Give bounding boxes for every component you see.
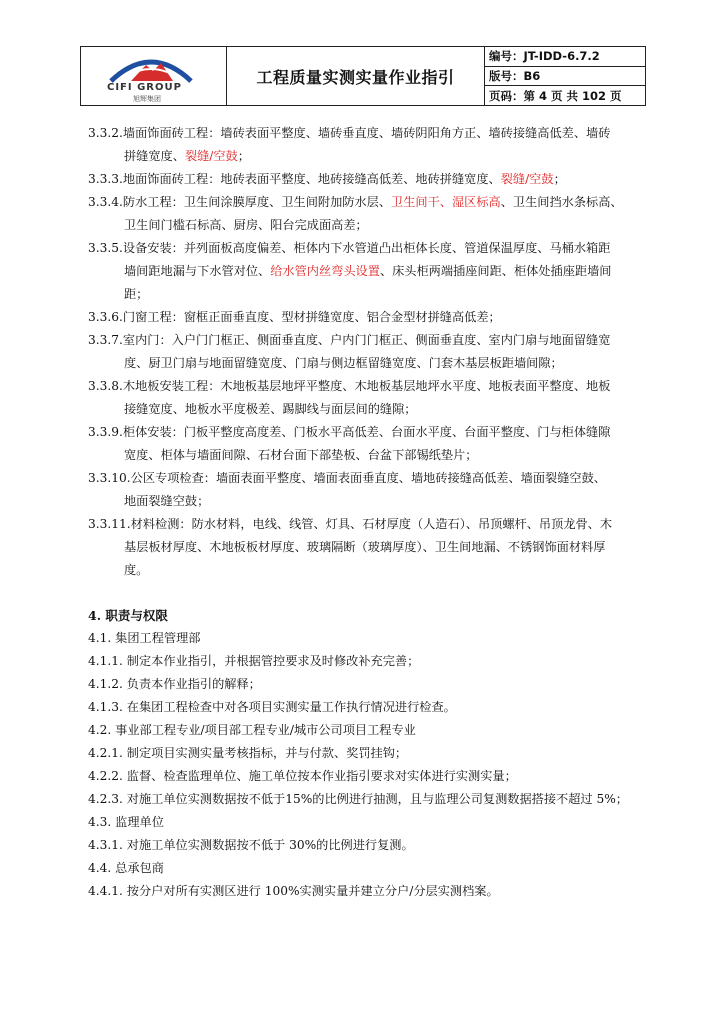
item-number: 3.3.8. xyxy=(88,379,123,393)
list-item xyxy=(88,237,648,306)
text-span: ； xyxy=(237,149,250,163)
section-4-list xyxy=(88,627,648,903)
text-span: 卫生间门槛石标高、厨房、阳台完成面高差； xyxy=(124,218,368,232)
list-item-line xyxy=(88,513,648,536)
section-4-line: 4.2.2. 监督、检查监理单位、施工单位按本作业指引要求对实体进行实测实量； xyxy=(88,769,517,783)
section-4-line: 4.3.1. 对施工单位实测数据按不低于 30%的比例进行复测。 xyxy=(88,838,414,852)
section-4-line: 4.3. 监理单位 xyxy=(88,815,164,829)
text-span: ； xyxy=(553,172,566,186)
list-item xyxy=(88,375,648,421)
section-4-heading: 4. 职责与权限 xyxy=(88,608,168,623)
item-number: 3.3.9. xyxy=(88,425,123,439)
list-item-continuation xyxy=(88,214,648,237)
section-4-line: 4.4. 总承包商 xyxy=(88,861,164,875)
document-title: 工程质量实测实量作业指引 xyxy=(227,47,485,105)
text-span: 地面饰面砖工程：地砖表面平整度、地砖接缝高低差、地砖拼缝宽度、 xyxy=(122,172,501,186)
text-span: 、床头柜两端插座间距、柜体处插座距墙间 xyxy=(379,264,612,278)
list-item-continuation xyxy=(88,145,648,168)
item-number: 3.3.11. xyxy=(88,517,131,531)
highlighted-text: 裂缝/空鼓 xyxy=(500,172,554,186)
text-span: 宽度、柜体与墙面间隙、石材台面下部垫板、台盆下部锡纸垫片； xyxy=(124,448,478,462)
text-span: 距； xyxy=(124,287,149,301)
text-span: 木地板安装工程：木地板基层地坪平整度、木地板基层地坪水平度、地板表面平整度、地板 xyxy=(122,379,611,393)
text-span: 防水工程：卫生间涂膜厚度、卫生间附加防水层、 xyxy=(122,195,392,209)
text-span: 门窗工程：窗框正面垂直度、型材拼缝宽度、铝合金型材拼缝高低差； xyxy=(122,310,501,324)
list-item xyxy=(88,329,648,375)
item-number: 3.3.6. xyxy=(88,310,123,324)
company-logo-icon xyxy=(101,51,201,83)
document-header xyxy=(80,46,646,106)
highlighted-text: 给水管内丝弯头设置 xyxy=(270,264,380,278)
list-item-line xyxy=(88,421,648,444)
text-span: 设备安装：并列面板高度偏差、柜体内下水管道凸出柜体长度、管道保温厚度、马桶水箱距 xyxy=(122,241,611,255)
item-number: 3.3.3. xyxy=(88,172,123,186)
section-4-line: 4.1.1. 制定本作业指引，并根据管控要求及时修改补充完善； xyxy=(88,654,420,668)
text-span: 接缝宽度、地板水平度极差、踢脚线与面层间的缝隙； xyxy=(124,402,417,416)
text-span: 室内门：入户门门框正、侧面垂直度、户内门门框正、侧面垂直度、室内门扇与地面留缝宽 xyxy=(122,333,611,347)
section-4-line: 4.1.2. 负责本作业指引的解释； xyxy=(88,677,261,691)
text-span: 度。 xyxy=(124,563,149,577)
list-item xyxy=(88,421,648,467)
text-span: 度、厨卫门扇与地面留缝宽度、门扇与侧边框留缝宽度、门套木基层板距墙间隙； xyxy=(124,356,563,370)
text-span: 公区专项检查：墙面表面平整度、墙面表面垂直度、墙地砖接缝高低差、墙面裂缝空鼓、 xyxy=(130,471,606,485)
list-item-line xyxy=(88,467,648,490)
item-number: 3.3.10. xyxy=(88,471,131,485)
item-number: 3.3.5. xyxy=(88,241,123,255)
list-item-line xyxy=(88,168,648,191)
text-span: 材料检测：防水材料，电线、线管、灯具、石材厚度（人造石）、吊顶螺杆、吊顶龙骨、木 xyxy=(130,517,613,531)
item-number: 3.3.4. xyxy=(88,195,123,209)
list-item-continuation xyxy=(88,559,648,582)
text-span: 墙间距地漏与下水管对位、 xyxy=(124,264,271,278)
highlighted-text: 裂缝/空鼓 xyxy=(184,149,238,163)
list-item xyxy=(88,306,648,329)
logo xyxy=(81,47,227,105)
list-item xyxy=(88,168,648,191)
list-item-line xyxy=(88,329,648,352)
document-version: 版号：B6 xyxy=(485,66,645,86)
section-4-line: 4.1. 集团工程管理部 xyxy=(88,631,201,645)
list-item xyxy=(88,467,648,513)
list-item-continuation xyxy=(88,490,648,513)
list-item-line xyxy=(88,237,648,260)
list-item-line xyxy=(88,191,648,214)
section-4-line: 4.2.3. 对施工单位实测数据按不低于15%的比例进行抽测，且与监理公司复测数据搭接不超过 5%； xyxy=(88,792,628,806)
section-3-list xyxy=(88,122,648,582)
item-number: 3.3.2. xyxy=(88,126,123,140)
item-number: 3.3.7. xyxy=(88,333,123,347)
text-span: 、卫生间挡水条标高、 xyxy=(500,195,623,209)
document-meta xyxy=(485,47,645,105)
text-span: 柜体安装：门板平整度高度差、门板水平高低差、台面水平度、台面平整度、门与柜体缝隙 xyxy=(122,425,611,439)
highlighted-text: 卫生间干、湿区标高 xyxy=(391,195,501,209)
list-item-continuation xyxy=(88,398,648,421)
section-4-line: 4.2.1. 制定项目实测实量考核指标，并与付款、奖罚挂钩； xyxy=(88,746,408,760)
document-body xyxy=(88,122,648,903)
list-item-continuation xyxy=(88,260,648,283)
text-span: 基层板材厚度、木地板板材厚度、玻璃隔断（玻璃厚度）、卫生间地漏、不锈钢饰面材料厚 xyxy=(124,540,606,554)
logo-text: CIFI GROUP xyxy=(107,82,182,93)
list-item xyxy=(88,513,648,582)
list-item-line xyxy=(88,375,648,398)
list-item-line xyxy=(88,306,648,329)
list-item-continuation xyxy=(88,536,648,559)
list-item-continuation xyxy=(88,352,648,375)
list-item-line xyxy=(88,122,648,145)
section-4-line: 4.4.1. 按分户对所有实测区进行 100%实测实量并建立分户/分层实测档案。 xyxy=(88,884,499,898)
logo-subtext: 旭辉集团 xyxy=(133,95,161,103)
text-span: 墙面饰面砖工程：墙砖表面平整度、墙砖垂直度、墙砖阴阳角方正、墙砖接缝高低差、墙砖 xyxy=(122,126,611,140)
list-item xyxy=(88,122,648,168)
document-code: 编号：JT-IDD-6.7.2 xyxy=(489,49,600,64)
section-4-line: 4.2. 事业部工程专业/项目部工程专业/城市公司项目工程专业 xyxy=(88,723,416,737)
section-4-line: 4.1.3. 在集团工程检查中对各项目实测实量工作执行情况进行检查。 xyxy=(88,700,456,714)
text-span: 地面裂缝空鼓； xyxy=(124,494,210,508)
list-item-continuation xyxy=(88,444,648,467)
list-item xyxy=(88,191,648,237)
page-number: 页码：第 4 页 共 102 页 xyxy=(485,85,645,105)
text-span: 拼缝宽度、 xyxy=(124,149,185,163)
list-item-continuation xyxy=(88,283,648,306)
